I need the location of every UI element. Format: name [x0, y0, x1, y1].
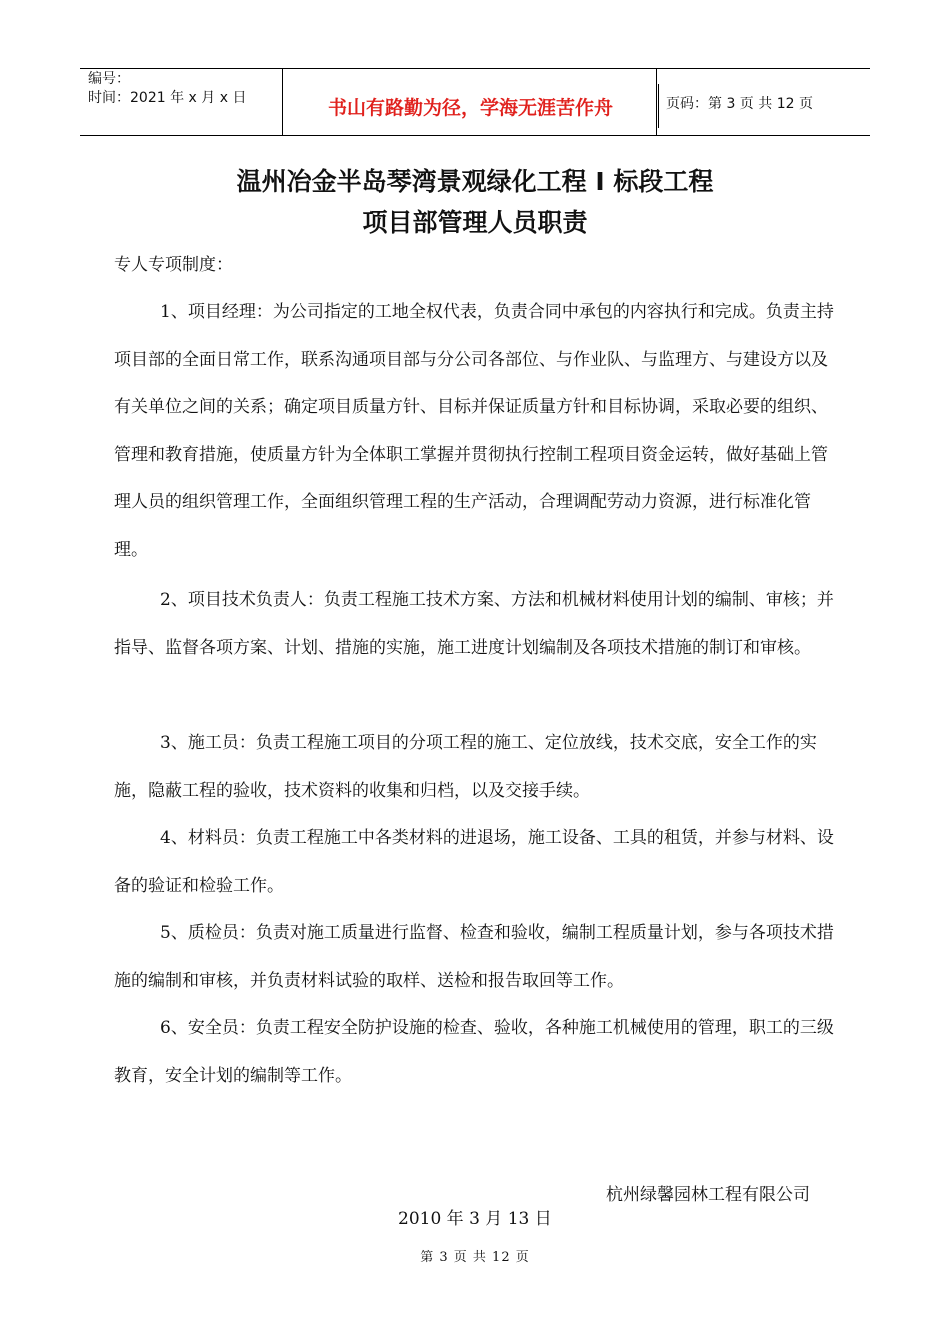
document-date: 2010 年 3 月 13 日	[398, 1209, 552, 1229]
document-subtitle: 项目部管理人员职责	[362, 208, 588, 237]
page-footer: 第 3 页 共 12 页	[420, 1250, 530, 1265]
header-number-label: 编号：	[88, 71, 130, 87]
company-signature: 杭州绿馨园林工程有限公司	[606, 1185, 810, 1205]
paragraph-1: 1、项目经理：为公司指定的工地全权代表，负责合同中承包的内容执行和完成。负责主持项目部的全面日常工作，联系沟通项目部与分公司各部位、与作业队、与监理方、与建设方以及有关单位之间的关系；确定项目质量方针、目标并保证质量方针和目标协调，采取必要的组织、管理和教育措施，使质量方针为全体职工掌握并贯彻执行控制工程项目资金运转，做好基础上管理人员的组织管理工作，全面组织管理工程的生产活动，合理调配劳动力资源，进行标准化管理。	[114, 302, 834, 560]
header-time-label: 时间：2021 年 x 月 x 日	[88, 90, 247, 106]
paragraph-5: 5、质检员：负责对施工质量进行监督、检查和验收，编制工程质量计划，参与各项技术措施的编制和审核，并负责材料试验的取样、送检和报告取回等工作。	[114, 923, 834, 991]
intro-line: 专人专项制度：	[114, 255, 233, 275]
paragraph-4: 4、材料员：负责工程施工中各类材料的进退场，施工设备、工具的租赁，并参与材料、设备的验证和检验工作。	[114, 828, 834, 896]
document-title: 温州冶金半岛琴湾景观绿化工程 I 标段工程	[236, 167, 714, 196]
header-bottom-rule	[80, 135, 870, 136]
paragraph-3: 3、施工员：负责工程施工项目的分项工程的施工、定位放线，技术交底，安全工作的实施，隐蔽工程的验收，技术资料的收集和归档，以及交接手续。	[114, 733, 817, 801]
header-motto: 书山有路勤为径，学海无涯苦作舟	[282, 84, 659, 128]
header-page-info: 页码：第 3 页 共 12 页	[666, 96, 813, 112]
paragraph-6: 6、安全员：负责工程安全防护设施的检查、验收，各种施工机械使用的管理，职工的三级教育，安全计划的编制等工作。	[114, 1018, 834, 1086]
paragraph-2: 2、项目技术负责人：负责工程施工技术方案、方法和机械材料使用计划的编制、审核；并指导、监督各项方案、计划、措施的实施，施工进度计划编制及各项技术措施的制订和审核。	[114, 590, 834, 658]
header-left-block	[88, 70, 278, 108]
